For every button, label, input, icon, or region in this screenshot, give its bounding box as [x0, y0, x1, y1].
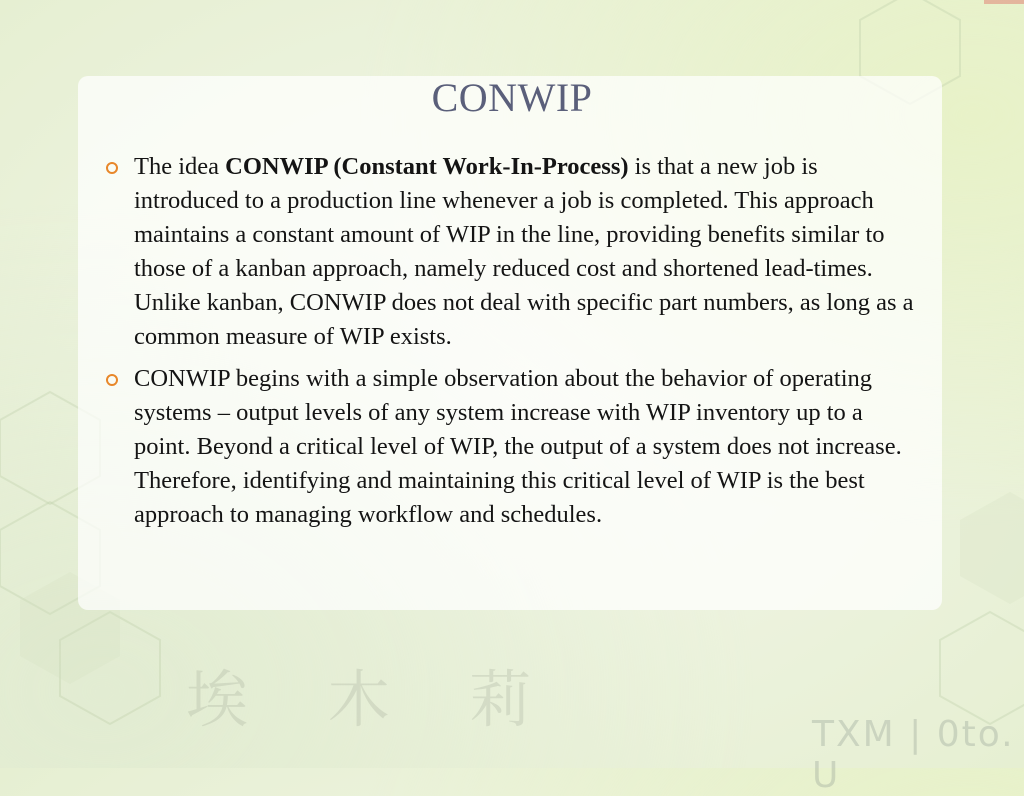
watermark-chinese: 埃 木 莉	[186, 663, 562, 736]
bullet-text-lead: The idea	[134, 153, 226, 180]
bullet-text-lead: CONWIP begins with a simple observation about the behavior of operating systems – output levels of any system increase with WIP inventory up to a point. Beyond a critical level of WIP, the output of a system does not increase. Therefore, identifying and maintaining this critical level of WIP is the best approach to managing workflow and schedules.	[134, 365, 902, 528]
bullet-text-bold: CONWIP (Constant Work-In-Process)	[225, 153, 629, 180]
corner-accent	[984, 0, 1024, 4]
watermark-url: TXM | 0to. U	[812, 714, 1015, 796]
bullet-circle-icon	[106, 374, 118, 386]
slide-title: CONWIP	[431, 75, 593, 120]
bullet-item	[104, 150, 914, 354]
bullet-list	[104, 150, 914, 540]
bullet-text-rest: is that a new job is introduced to a production line whenever a job is completed. This approach maintains a constant amount of WIP in the line, providing benefits similar to those of a kanban approach, namely reduced cost and shortened lead-times. Unlike kanban, CONWIP does not deal with specific part numbers, as long as a common measure of WIP exists.	[134, 153, 914, 350]
bullet-item	[104, 362, 914, 532]
bullet-circle-icon	[106, 162, 118, 174]
